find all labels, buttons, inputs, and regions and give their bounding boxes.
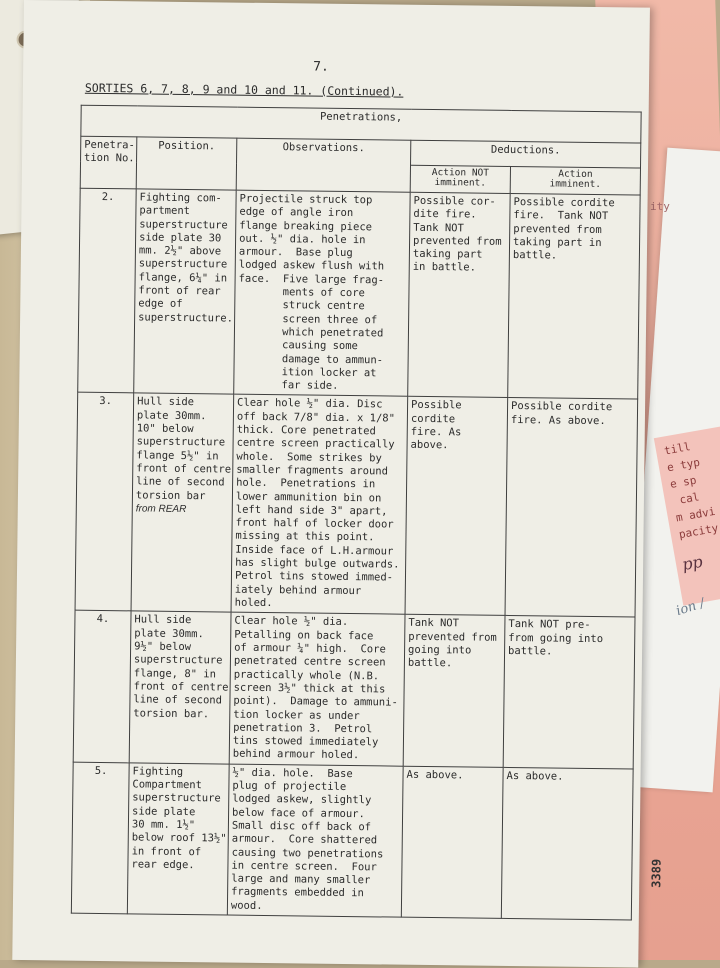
- table-title: Penetrations,: [81, 105, 641, 143]
- header-deductions: Deductions.: [411, 140, 641, 168]
- deduction-not-imminent-cell: Possible cordite fire. As above.: [405, 397, 508, 616]
- margin-stamp: 3389: [649, 858, 664, 888]
- section-heading: SORTIES 6, 7, 8, 9 and 10 and 11. (Continued).: [84, 80, 404, 99]
- deduction-not-imminent-cell: Possible cor- dite fire. Tank NOT prevented from taking part in battle.: [408, 192, 510, 398]
- header-action-imminent: Action imminent.: [510, 166, 640, 195]
- header-position: Position.: [136, 137, 237, 190]
- position-cell: [131, 393, 234, 612]
- table-row: [73, 611, 635, 769]
- position-text: Hull side plate 30mm. 10" below superstructure flange 5½" in front of centre line of second torsion bar: [135, 395, 232, 502]
- table-row: [78, 188, 641, 399]
- slip-text: till e typ e sp cal m advi pacity: [663, 440, 720, 542]
- deduction-imminent-cell: Possible cordite fire. Tank NOT prevented from taking part in battle.: [508, 193, 641, 399]
- deduction-not-imminent-cell: Tank NOT prevented from going into battle.: [403, 615, 505, 767]
- page-number: 7.: [313, 59, 329, 75]
- deduction-not-imminent-cell: As above.: [401, 766, 503, 918]
- slip-handwriting: pp: [680, 551, 705, 575]
- penetrations-table: [71, 105, 642, 921]
- position-cell: Fighting com- partment superstructure side plate 30 mm. 2½" above superstructure flange, 6¼" in front of rear edge of superstructure.: [134, 189, 236, 395]
- observations-cell: Clear hole ½" dia. Disc off back 7/8" dia. x 1/8" thick. Core penetrated centre screen practically whole. Some strikes by smaller fragments around hole. Penetrations in lower ammunition bin on left hand side 3" apart, front half of locker door missing at this point. Inside face of L.H.armour has slight bulge outwards. Petrol tins stowed immed- iately behind armour holed.: [231, 395, 408, 615]
- handwritten-annotation: from REAR: [135, 503, 187, 515]
- position-cell: Hull side plate 30mm. 9½" below superstructure flange, 8" in front of centre line of second torsion bar.: [129, 611, 231, 763]
- penetration-number: 2.: [78, 188, 136, 393]
- deduction-imminent-cell: As above.: [501, 767, 633, 920]
- header-observations: Observations.: [236, 138, 411, 192]
- observations-cell: Clear hole ½" dia. Petalling on back face of armour ¼" high. Core penetrated centre screen practically whole (N.B. screen 3½" thick at this point). Damage to ammuni- tion locker as under penetration 3. Petrol tins stowed immediately behind armour holed.: [229, 613, 405, 766]
- edge-handwriting: ion /: [674, 595, 707, 620]
- penetration-number: 3.: [75, 393, 134, 612]
- penetration-number: 5.: [71, 762, 129, 914]
- header-action-not-imminent: Action NOT imminent.: [410, 165, 510, 193]
- observations-cell: Projectile struck top edge of angle iron flange breaking piece out. ½" dia. hole in armour. Base plug lodged askew flush with face. Five large frag- ments of core struck centre screen three of which penetrated causing some damage to ammun- ition locker at far side.: [234, 190, 410, 397]
- background-edge-text: ity: [650, 200, 670, 213]
- observations-cell: ½" dia. hole. Base plug of projectile lodged askew, slightly below face of armour. Small disc off back of armour. Core shattered causing two penetrations in centre screen. Four large and many smaller fragments embedded in wood.: [227, 764, 403, 917]
- table-row: [75, 393, 638, 618]
- header-penetration-no: Penetra- tion No.: [80, 136, 137, 189]
- deduction-imminent-cell: Possible cordite fire. As above.: [505, 398, 638, 618]
- deduction-imminent-cell: Tank NOT pre- from going into battle.: [503, 616, 635, 769]
- position-cell: Fighting Compartment superstructure side plate 30 mm. 1½" below roof 13½" in front of rear edge.: [127, 763, 229, 915]
- table-row: [71, 762, 633, 920]
- penetration-number: 4.: [73, 611, 131, 763]
